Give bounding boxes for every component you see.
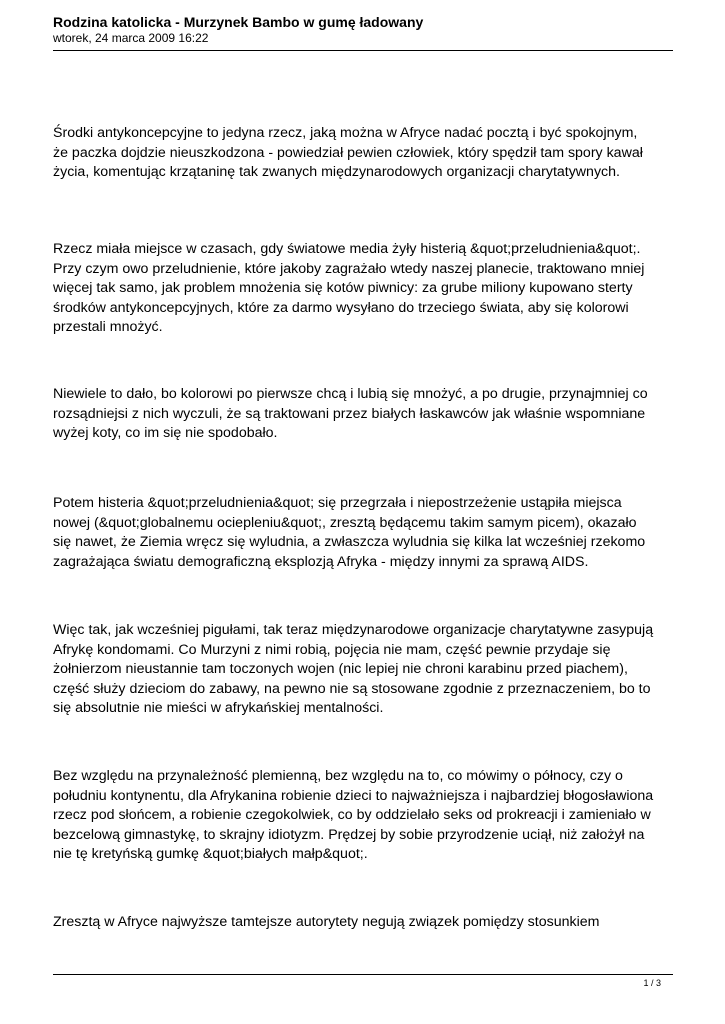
text-line: rzecz pod słońcem, a robienie czegokolwiek, co by oddzielało seks od prokreacji i zamieniało w: [53, 807, 651, 824]
paragraph-2: [53, 240, 644, 338]
page-header: [53, 14, 673, 46]
text-line: Więc tak, jak wcześniej pigułami, tak teraz międzynarodowe organizacje charytatywne zasypują: [53, 622, 654, 638]
text-line: się nawet, że Ziemia wręcz się wyludnia, a zwłaszcza wyludnia się kilka lat wcześniej rzekomo: [53, 534, 646, 551]
text-line: Rzecz miała miejsce w czasach, gdy światowe media żyły histerią &quot;przeludnienia&quot;.: [53, 241, 641, 257]
paragraph-3: [53, 385, 648, 444]
text-line: się absolutnie nie mieści w afrykańskiej mentalności.: [53, 700, 384, 717]
text-line: żołnierzom nieustannie tam toczonych wojen (nic lepiej nie chroni karabinu przed piachem),: [53, 661, 628, 678]
text-line: nowej (&quot;globalnemu ociepleniu&quot;, zresztą będącemu takim samym picem), okazało: [53, 514, 637, 531]
text-line: rozsądniejsi z nich wyczuli, że są traktowani przez białych łaskawców jak właśnie wspomniane: [53, 405, 646, 422]
document-date: wtorek, 24 marca 2009 16:22: [53, 31, 209, 45]
text-line: Afrykę kondomami. Co Murzyni z nimi robią, pojęcia nie mam, część pewnie przydaje się: [53, 641, 611, 658]
text-line: Przy czym owo przeludnienie, które jakoby zagrażało wtedy naszej planecie, traktowano mniej: [53, 260, 645, 277]
document-title: Rodzina katolicka - Murzynek Bambo w gumę ładowany: [53, 14, 424, 30]
header-divider: [53, 50, 673, 51]
text-line: że paczka dojdzie nieuszkodzona - powiedział pewien człowiek, który spędził tam spory kawał: [53, 144, 643, 161]
text-line: Środki antykoncepcyjne to jedyna rzecz, jaką można w Afryce nadać pocztą i być spokojnym,: [53, 125, 638, 141]
text-line: zagrażająca światu demograficzną eksplozją Afryka - między innymi za sprawą AIDS.: [53, 553, 589, 570]
text-line: przestali mnożyć.: [53, 319, 163, 336]
footer-divider: [53, 974, 673, 975]
text-line: Bez względu na przynależność plemienną, bez względu na to, co mówimy o północy, czy o: [53, 768, 623, 784]
text-line: nie tę kretyńską gumkę &quot;białych małp&quot;.: [53, 846, 368, 863]
page-number: 1 / 3: [643, 978, 661, 988]
paragraph-7: [53, 913, 599, 933]
text-line: więcej tak samo, jak problem mnożenia się kotów piwnicy: za grube miliony kupowano sterty: [53, 280, 633, 297]
text-line: bezcelową gimnastykę, to skrajny idiotyzm. Prędzej by sobie przyrodzenie uciął, niż założył na: [53, 826, 645, 843]
paragraph-1: [53, 124, 643, 183]
text-line: życia, komentując krzątaninę tak zwanych międzynarodowych organizacji charytatywnych.: [53, 164, 620, 181]
text-line: środków antykoncepcyjnych, które za darmo wysyłano do trzeciego świata, aby się kolorowi: [53, 299, 629, 316]
paragraph-4: [53, 494, 645, 572]
text-line: Niewiele to dało, bo kolorowi po pierwsze chcą i lubią się mnożyć, a po drugie, przynajmniej co: [53, 386, 648, 402]
text-line: część służy dzieciom do zabawy, na pewno nie są stosowane zgodnie z przeznaczeniem, bo to: [53, 680, 651, 697]
text-line: południu kontynentu, dla Afrykanina robienie dzieci to najważniejsza i najbardziej błogosławiona: [53, 787, 654, 804]
paragraph-5: [53, 621, 653, 719]
text-line: wyżej koty, co im się nie spodobało.: [53, 425, 278, 442]
text-line: Potem histeria &quot;przeludnienia&quot; się przegrzała i niepostrzeżenie ustąpiła miejsca: [53, 495, 622, 511]
text-line: Zresztą w Afryce najwyższe tamtejsze autorytety negują związek pomiędzy stosunkiem: [53, 914, 600, 930]
paragraph-6: [53, 767, 653, 865]
